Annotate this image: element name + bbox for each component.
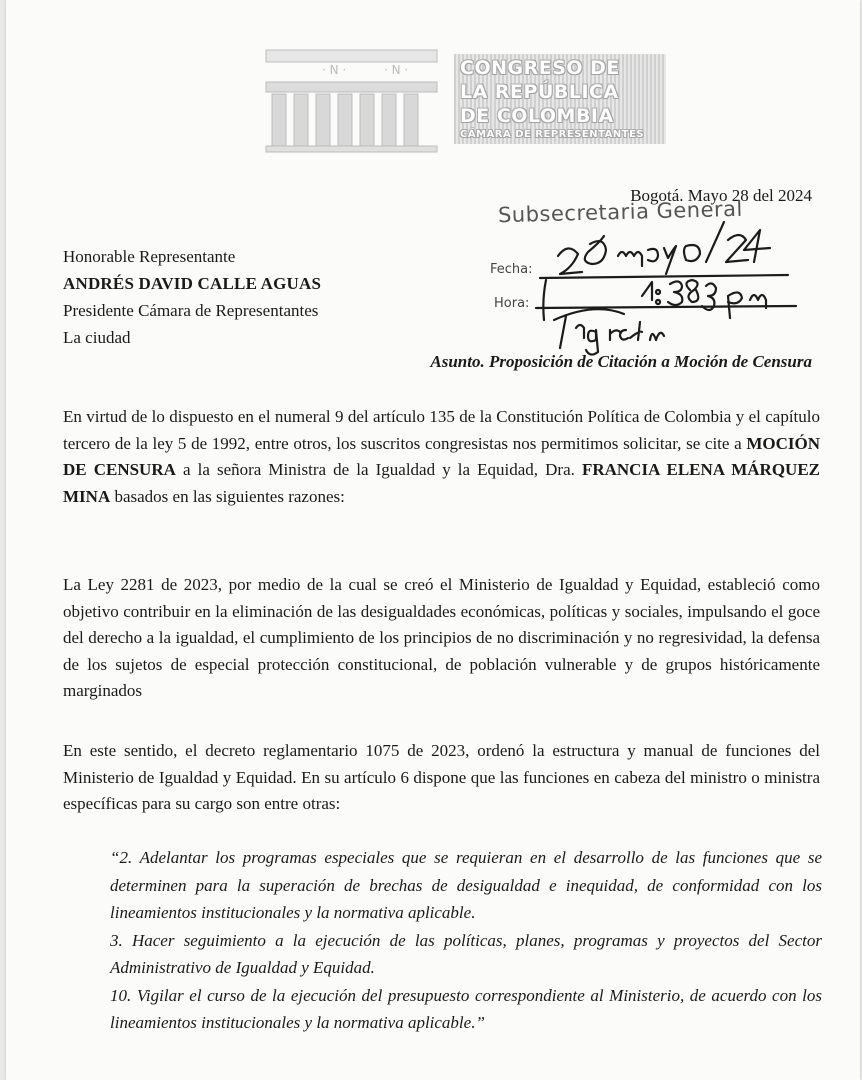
seal-line-3: DE COLOMBIA [460, 105, 614, 127]
seal-line-1: CONGRESO DE [460, 57, 620, 79]
addressee-salutation: Honorable Representante [63, 247, 236, 266]
intro-bold-minister: FRANCIA ELENA MÁRQUEZ MINA [63, 460, 821, 506]
receipt-stamp-title: Subsecretaria General [497, 196, 744, 228]
svg-text:· N ·: · N · [322, 63, 347, 77]
handwritten-date: 28 mayo/24 [584, 262, 589, 263]
handwritten-time: 4:38 pm [642, 300, 646, 301]
addressee-name: ANDRÉS DAVID CALLE AGUAS [63, 274, 322, 293]
intro-text-1: En virtud de lo dispuesto en el numeral 9 del artículo 135 de la Constitución Política de Colombia y el capítulo tercero de la ley 5 de 1992, entre otros, los suscritos congresistas nos permitimos solicitar, se cite a [63, 407, 820, 453]
handwritten-date-mark [558, 222, 770, 274]
stamp-hora-label: Hora: [494, 296, 530, 311]
intro-text-2: a la señora Ministra de la Igualdad y la Equidad, Dra. [175, 460, 582, 479]
paragraph-decree-1075 [63, 738, 820, 818]
paragraph-law-2281 [63, 572, 820, 705]
letter-subject: Asunto. Proposición de Citación a Moción de Censura [430, 352, 812, 371]
paragraph-introduction [63, 404, 820, 510]
fecha-underline [540, 275, 788, 278]
decree-1075-text: En este sentido, el decreto reglamentario 1075 de 2023, ordenó la estructura y manual de funciones del Ministerio de Igualdad y Equidad. En su artículo 6 dispone que las funciones en cabeza del ministro o ministra específicas para su cargo son entre otras: [63, 741, 820, 813]
addressee-position: Presidente Cámara de Representantes [63, 301, 319, 320]
handwritten-time-mark [543, 280, 766, 320]
seal-subtitle: CÁMARA DE REPRESENTANTES [460, 129, 645, 140]
letter-date: Bogotá. Mayo 28 del 2024 [630, 186, 812, 205]
addressee-block [63, 243, 321, 351]
document-page [6, 0, 860, 1080]
seal-line-2: LA REPÚBLICA [460, 81, 619, 103]
addressee-city: La ciudad [63, 328, 131, 347]
svg-text:· N ·: · N · [384, 63, 409, 77]
handwritten-initials-mark [554, 309, 664, 354]
stamp-fecha-label: Fecha: [490, 262, 533, 277]
intro-bold-motion: MOCIÓN DE CENSURA [63, 433, 820, 479]
handwritten-initials: Ingrid [566, 340, 569, 341]
quoted-functions [110, 844, 822, 1037]
hora-underline [536, 306, 796, 308]
quote-item-10: 10. Vigilar el curso de la ejecución del presupuesto correspondiente al Ministerio, de acuerdo con los lineamientos institucionales y la normativa aplicable.” [110, 985, 822, 1032]
law-2281-text: La Ley 2281 de 2023, por medio de la cual se creó el Ministerio de Igualdad y Equidad, estableció como objetivo contribuir en la eliminación de las desigualdades económicas, políticas y sociales, impulsando el goce del derecho a la igualdad, el cumplimiento de los principios de no discriminación y no regresividad, la defensa de los sujetos de especial protección constitucional, de población vulnerable y de grupos históricamente marginados [63, 575, 820, 700]
quote-item-2: “2. Adelantar los programas especiales que se requieran en el desarrollo de las funciones que se determinen para la superación de brechas de desigualdad e inequidad, de conformidad con los lineamientos institucionales y la normativa aplicable. [110, 848, 822, 922]
intro-text-3: basados en las siguientes razones: [110, 486, 345, 506]
quote-item-3: 3. Hacer seguimiento a la ejecución de las políticas, planes, programas y proyectos del Sector Administrativo de Igualdad y Equidad. [110, 930, 822, 977]
